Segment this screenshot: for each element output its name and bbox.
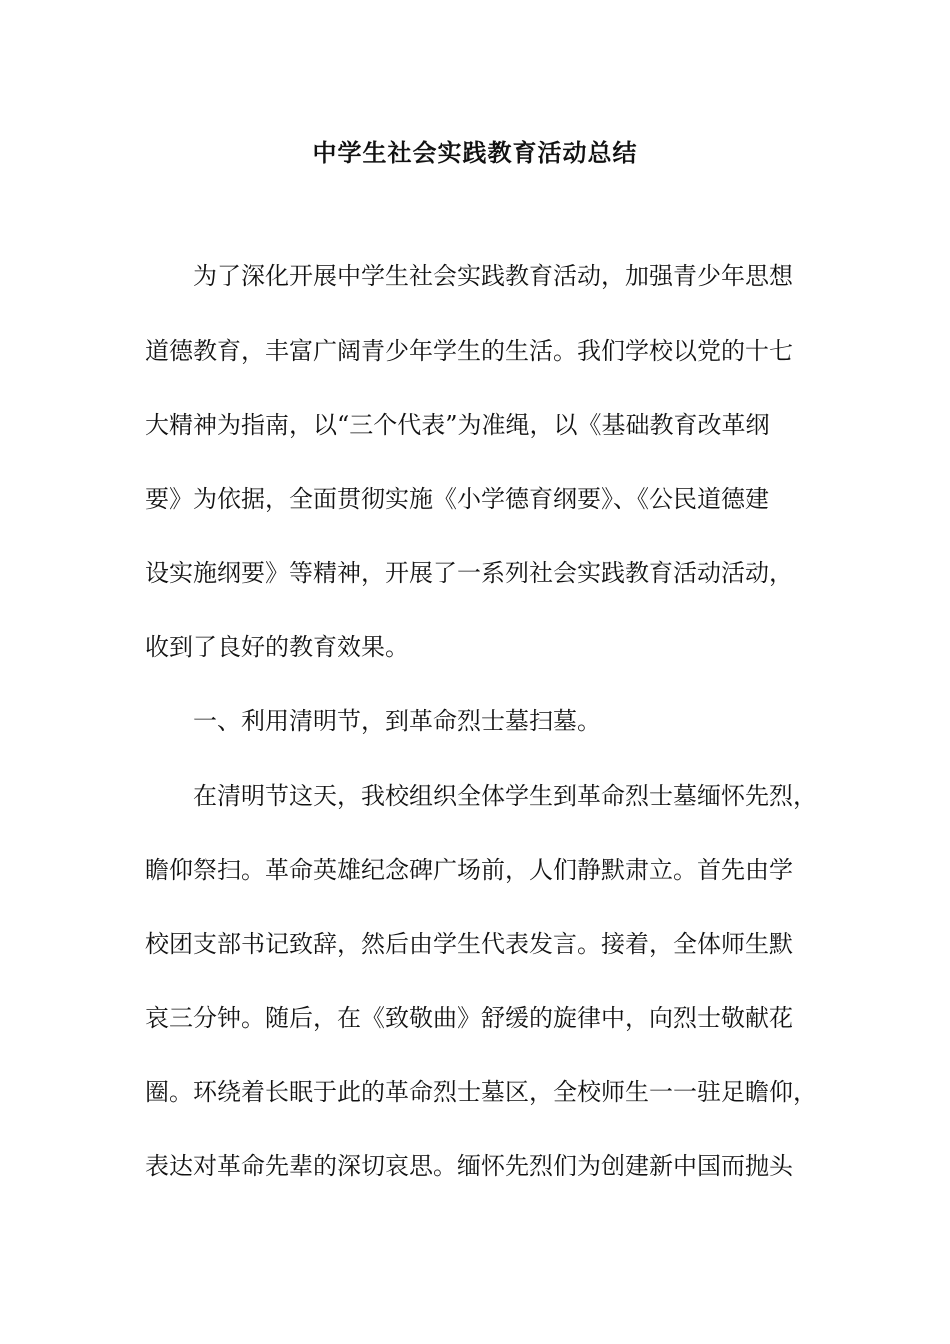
paragraph-1-line-6: 收到了良好的教育效果。 bbox=[145, 633, 409, 661]
paragraph-2-line-4: 哀三分钟。随后，在《致敬曲》舒缓的旋律中，向烈士敬献花 bbox=[145, 1004, 793, 1032]
paragraph-2-line-3: 校团支部书记致辞，然后由学生代表发言。接着，全体师生默 bbox=[145, 930, 793, 958]
paragraph-1-line-4: 要》为依据，全面贯彻实施《小学德育纲要》、《公民道德建 bbox=[145, 485, 769, 513]
paragraph-2-line-5: 圈。环绕着长眠于此的革命烈士墓区，全校师生一一驻足瞻仰， bbox=[145, 1078, 817, 1106]
paragraph-2-line-1: 在清明节这天，我校组织全体学生到革命烈士墓缅怀先烈， bbox=[193, 782, 817, 810]
paragraph-2-line-6: 表达对革命先辈的深切哀思。缅怀先烈们为创建新中国而抛头 bbox=[145, 1152, 793, 1180]
paragraph-1-line-2: 道德教育，丰富广阔青少年学生的生活。我们学校以党的十七 bbox=[145, 337, 793, 365]
paragraph-1-line-3: 大精神为指南，以“三个代表”为准绳，以《基础教育改革纲 bbox=[145, 411, 770, 439]
paragraph-2-line-2: 瞻仰祭扫。革命英雄纪念碑广场前，人们静默肃立。首先由学 bbox=[145, 856, 793, 884]
document-title: 中学生社会实践教育活动总结 bbox=[312, 138, 638, 167]
paragraph-1-line-1: 为了深化开展中学生社会实践教育活动，加强青少年思想 bbox=[193, 262, 793, 290]
section-heading-1: 一、利用清明节，到革命烈士墓扫墓。 bbox=[193, 707, 601, 735]
paragraph-1-line-5: 设实施纲要》等精神，开展了一系列社会实践教育活动活动， bbox=[145, 559, 793, 587]
